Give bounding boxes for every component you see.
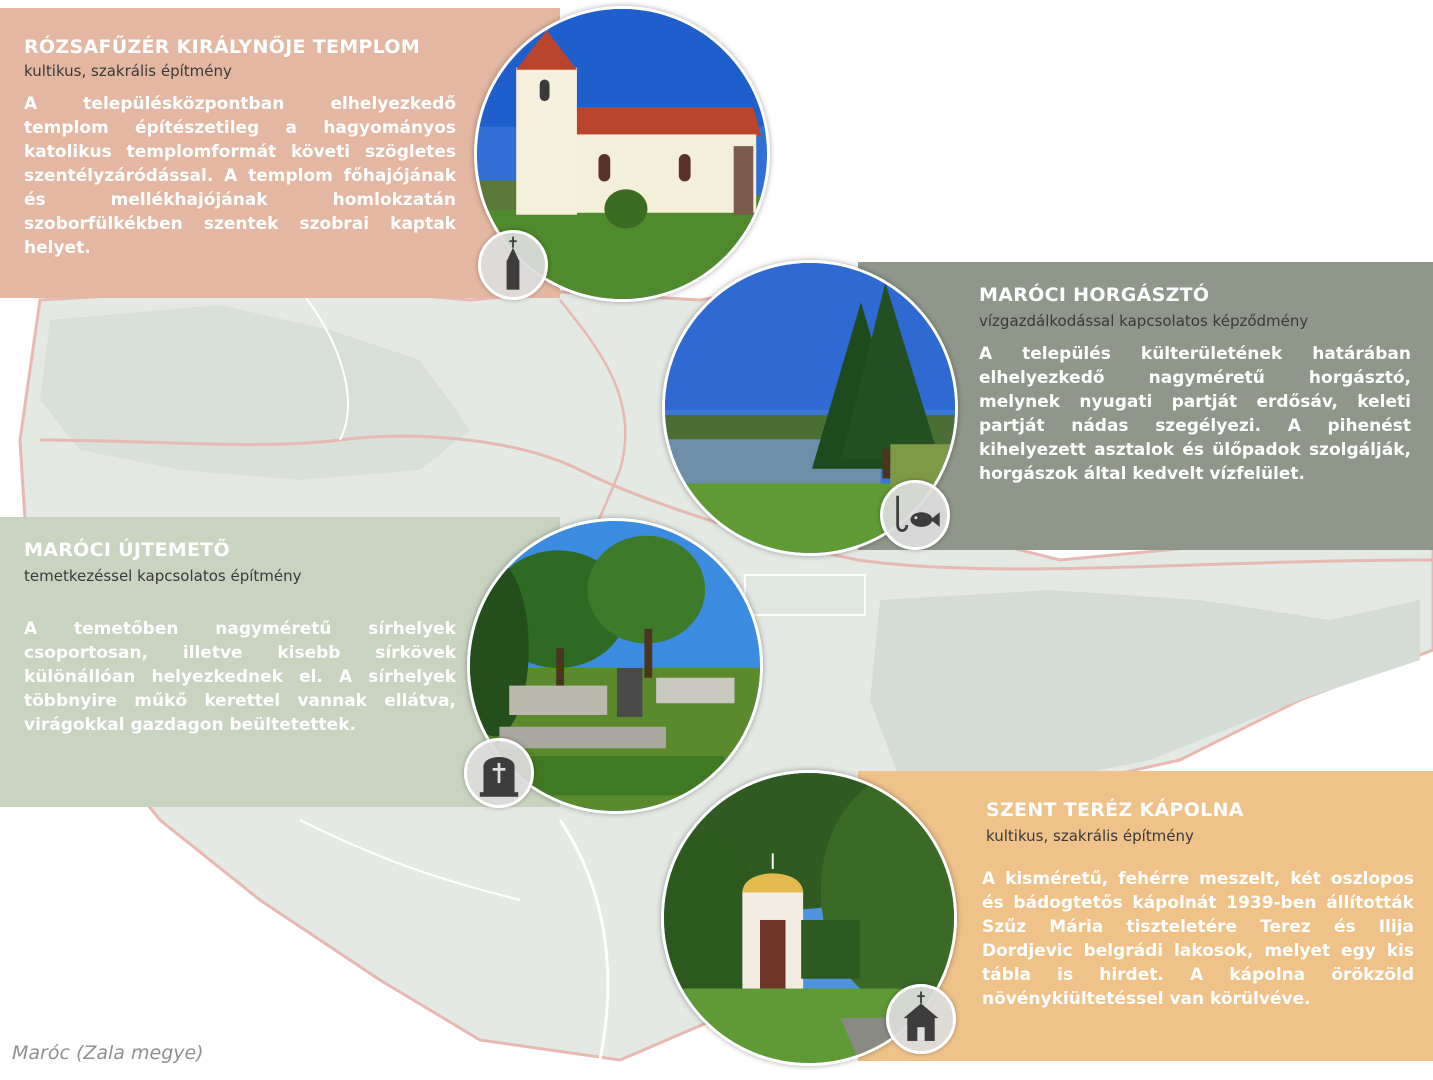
cemetery-category: temetkezéssel kapcsolatos építmény	[24, 567, 302, 585]
church-title: RÓZSAFŰZÉR KIRÁLYNŐJE TEMPLOM	[24, 36, 421, 58]
church-tower-icon	[481, 233, 545, 297]
chapel-category: kultikus, szakrális építmény	[986, 827, 1194, 845]
lake-description: A település külterületének határában elhelyezkedő nagyméretű horgásztó, melynek nyugati partját erdősáv, keleti partját nádas szegélyezi. A pihenést kihelyezett asztalok és ülőpadok szolgálják, horgászok által kedvelt vízfelület.	[979, 344, 1411, 484]
cemetery-badge	[464, 738, 534, 808]
cemetery-description: A temetőben nagyméretű sírhelyek csoportosan, illetve kisebb sírkövek különállóan helyezkednek el. A sírhelyek többnyire műkő kerettel vannak ellátva, virágokkal gazdagon beültetettek.	[24, 619, 456, 735]
chapel-badge	[886, 984, 956, 1054]
church-category: kultikus, szakrális építmény	[24, 62, 232, 80]
lake-category: vízgazdálkodással kapcsolatos képződmény	[979, 312, 1309, 330]
cemetery-title: MARÓCI ÚJTEMETŐ	[24, 539, 230, 561]
chapel-icon	[889, 987, 953, 1051]
lake-title: MARÓCI HORGÁSZTÓ	[979, 284, 1210, 306]
fishing-icon	[883, 483, 947, 547]
church-description: A településközpontban elhelyezkedő templom építészetileg a hagyományos katolikus templomformát követi szögletes szentélyzáródással. A templom főhajójának és mellékhajójának homlokzatán szoborfülkékben szentek szobrai kaptak helyet.	[24, 94, 456, 258]
map-parcel	[745, 575, 865, 615]
chapel-title: SZENT TERÉZ KÁPOLNA	[986, 799, 1244, 821]
forest-area	[870, 590, 1420, 790]
gravestone-icon	[467, 741, 531, 805]
lake-badge	[880, 480, 950, 550]
map-caption: Maróc (Zala megye)	[12, 1042, 204, 1064]
church-badge	[478, 230, 548, 300]
chapel-description: A kisméretű, fehérre meszelt, két oszlopos és bádogtetős kápolnát 1939-ben állították Szűz Mária tiszteletére Terez és Ilija Dordjevic belgrádi lakosok, melyet egy kis tábla is hirdet. A kápolna örökzöld növénykiültetéssel van körülvéve.	[982, 869, 1414, 1009]
